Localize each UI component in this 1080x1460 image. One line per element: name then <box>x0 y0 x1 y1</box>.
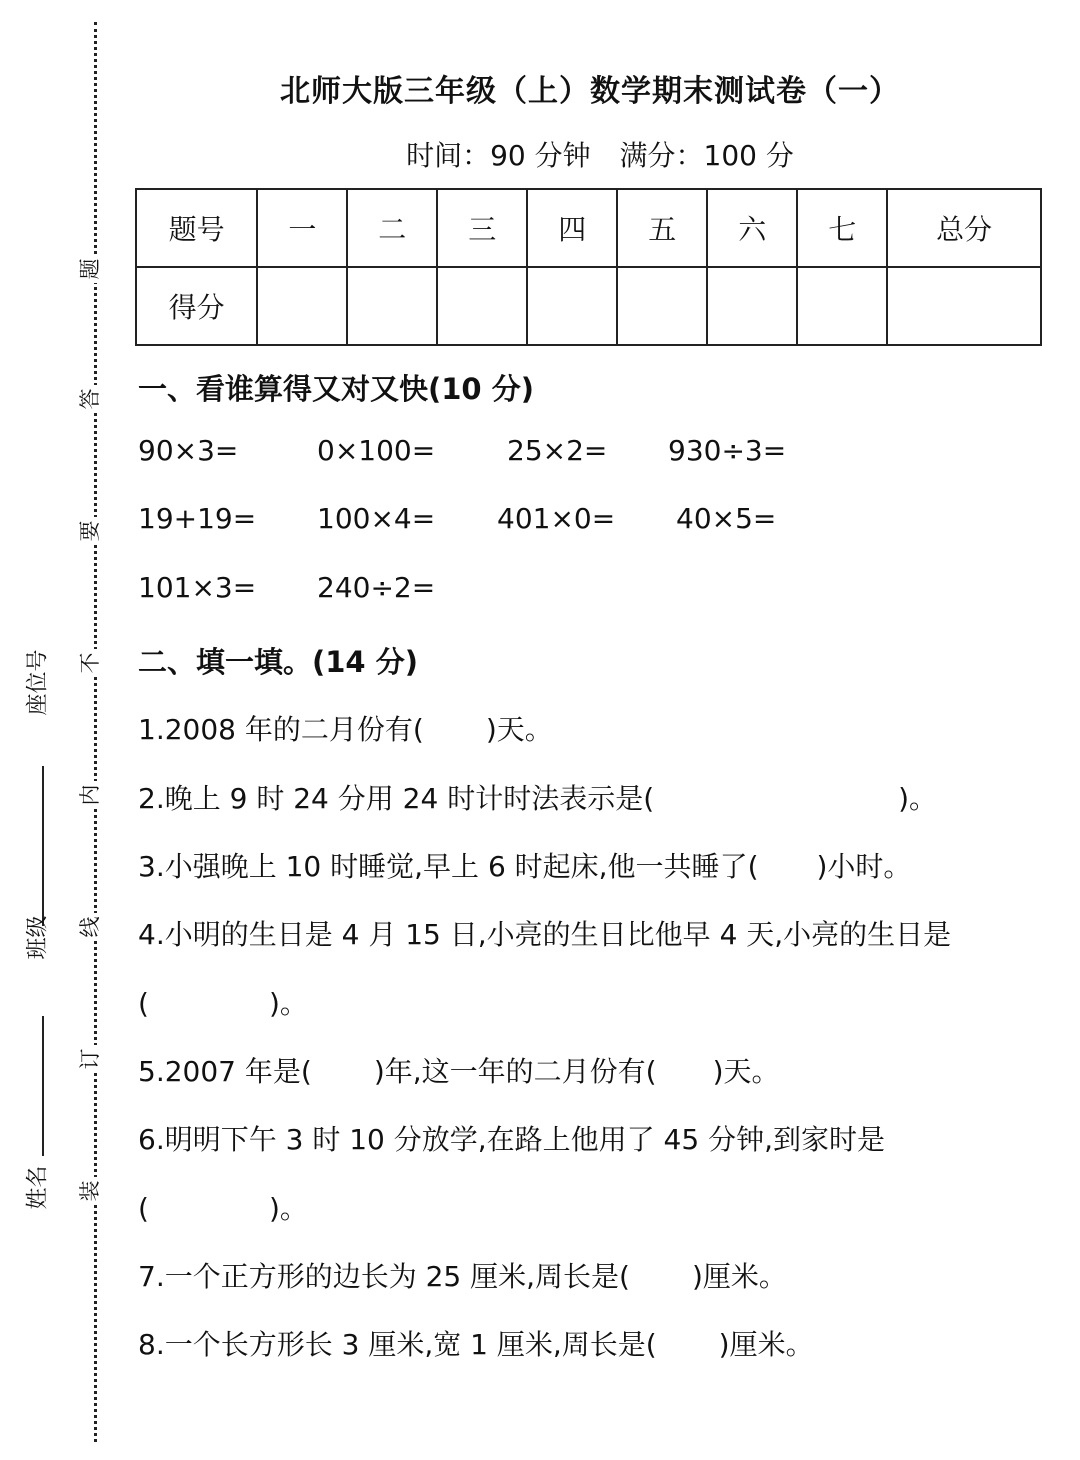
margin-char-7: 订 <box>77 1045 103 1073</box>
fill-question-4-answer <box>138 982 308 1022</box>
fill-question-4 <box>138 913 951 953</box>
table-row <box>136 189 1041 267</box>
margin-char-6: 线 <box>77 913 103 941</box>
q5-text-b: )年,这一年的二月份有( <box>373 1055 657 1088</box>
class-label: 班级 <box>25 915 51 960</box>
binding-dotted-line <box>94 22 97 1442</box>
margin-char-8: 装 <box>77 1177 103 1205</box>
question-number-4: 四 <box>527 189 617 267</box>
q1-text-b: )天。 <box>485 713 553 746</box>
q7-text-b: )厘米。 <box>691 1260 787 1293</box>
margin-char-3: 要 <box>77 517 103 545</box>
margin-char-2: 答 <box>77 385 103 413</box>
q6-close-paren: )。 <box>268 1192 308 1225</box>
fill-question-2 <box>138 777 937 817</box>
seat-number-label: 座位号 <box>25 649 51 716</box>
exam-info <box>160 134 1040 174</box>
q5-text-a: 5.2007 年是( <box>138 1055 312 1088</box>
name-field-line[interactable] <box>42 1016 44 1156</box>
page-title: 北师大版三年级（上）数学期末测试卷（一） <box>280 74 900 109</box>
question-number-3: 三 <box>437 189 527 267</box>
q6-text-a: 6.明明下午 3 时 10 分放学,在路上他用了 45 分钟,到家时是 <box>138 1123 885 1156</box>
calc-problem-6: 100×4= <box>317 502 436 535</box>
question-number-1: 一 <box>257 189 347 267</box>
total-header: 总分 <box>887 189 1041 267</box>
table-row <box>136 267 1041 345</box>
q2-text-b: )。 <box>898 782 938 815</box>
score-cell-7[interactable] <box>797 267 887 345</box>
margin-char-4: 不 <box>77 649 103 677</box>
calc-problem-4: 930÷3= <box>668 434 787 467</box>
score-cell-3[interactable] <box>437 267 527 345</box>
name-label: 姓名 <box>25 1165 51 1210</box>
calc-problem-8: 40×5= <box>676 502 777 535</box>
score-cell-6[interactable] <box>707 267 797 345</box>
fill-question-1 <box>138 708 553 748</box>
fill-question-6-answer <box>138 1187 308 1227</box>
score-cell-1[interactable] <box>257 267 347 345</box>
q5-text-c: )天。 <box>712 1055 780 1088</box>
q8-text-a: 8.一个长方形长 3 厘米,宽 1 厘米,周长是( <box>138 1328 657 1361</box>
section2-title: 二、填一填。(14 分) <box>138 645 418 679</box>
q3-text-b: )小时。 <box>816 850 912 883</box>
section1-title: 一、看谁算得又对又快(10 分) <box>138 372 534 406</box>
q3-text-a: 3.小强晚上 10 时睡觉,早上 6 时起床,他一共睡了( <box>138 850 759 883</box>
q4-open-paren: ( <box>138 987 149 1020</box>
calc-problem-7: 401×0= <box>497 502 616 535</box>
q6-open-paren: ( <box>138 1192 149 1225</box>
fill-question-7 <box>138 1255 787 1295</box>
score-cell-4[interactable] <box>527 267 617 345</box>
margin-char-1: 题 <box>77 255 103 283</box>
score-cell-5[interactable] <box>617 267 707 345</box>
calc-problem-5: 19+19= <box>138 502 257 535</box>
q2-text-a: 2.晚上 9 时 24 分用 24 时计时法表示是( <box>138 782 655 815</box>
class-field-line[interactable] <box>42 766 44 926</box>
calc-problem-1: 90×3= <box>138 434 239 467</box>
question-number-5: 五 <box>617 189 707 267</box>
calc-problem-2: 0×100= <box>317 434 436 467</box>
q4-text-a: 4.小明的生日是 4 月 15 日,小亮的生日比他早 4 天,小亮的生日是 <box>138 918 952 951</box>
calc-problem-3: 25×2= <box>507 434 608 467</box>
question-number-7: 七 <box>797 189 887 267</box>
score-cell-total[interactable] <box>887 267 1041 345</box>
score-row-header: 得分 <box>136 267 257 345</box>
score-table <box>135 188 1042 346</box>
fill-question-5 <box>138 1050 780 1090</box>
score-cell-2[interactable] <box>347 267 437 345</box>
calc-problem-9: 101×3= <box>138 571 257 604</box>
question-number-header: 题号 <box>136 189 257 267</box>
full-marks-label: 满分：100 分 <box>619 139 794 172</box>
q4-close-paren: )。 <box>268 987 308 1020</box>
question-number-2: 二 <box>347 189 437 267</box>
calc-problem-10: 240÷2= <box>317 571 436 604</box>
q7-text-a: 7.一个正方形的边长为 25 厘米,周长是( <box>138 1260 630 1293</box>
q8-text-b: )厘米。 <box>718 1328 814 1361</box>
fill-question-6 <box>138 1118 885 1158</box>
time-label: 时间：90 分钟 <box>406 139 591 172</box>
fill-question-3 <box>138 845 911 885</box>
q1-text-a: 1.2008 年的二月份有( <box>138 713 424 746</box>
question-number-6: 六 <box>707 189 797 267</box>
margin-char-5: 内 <box>77 781 103 809</box>
fill-question-8 <box>138 1323 814 1363</box>
